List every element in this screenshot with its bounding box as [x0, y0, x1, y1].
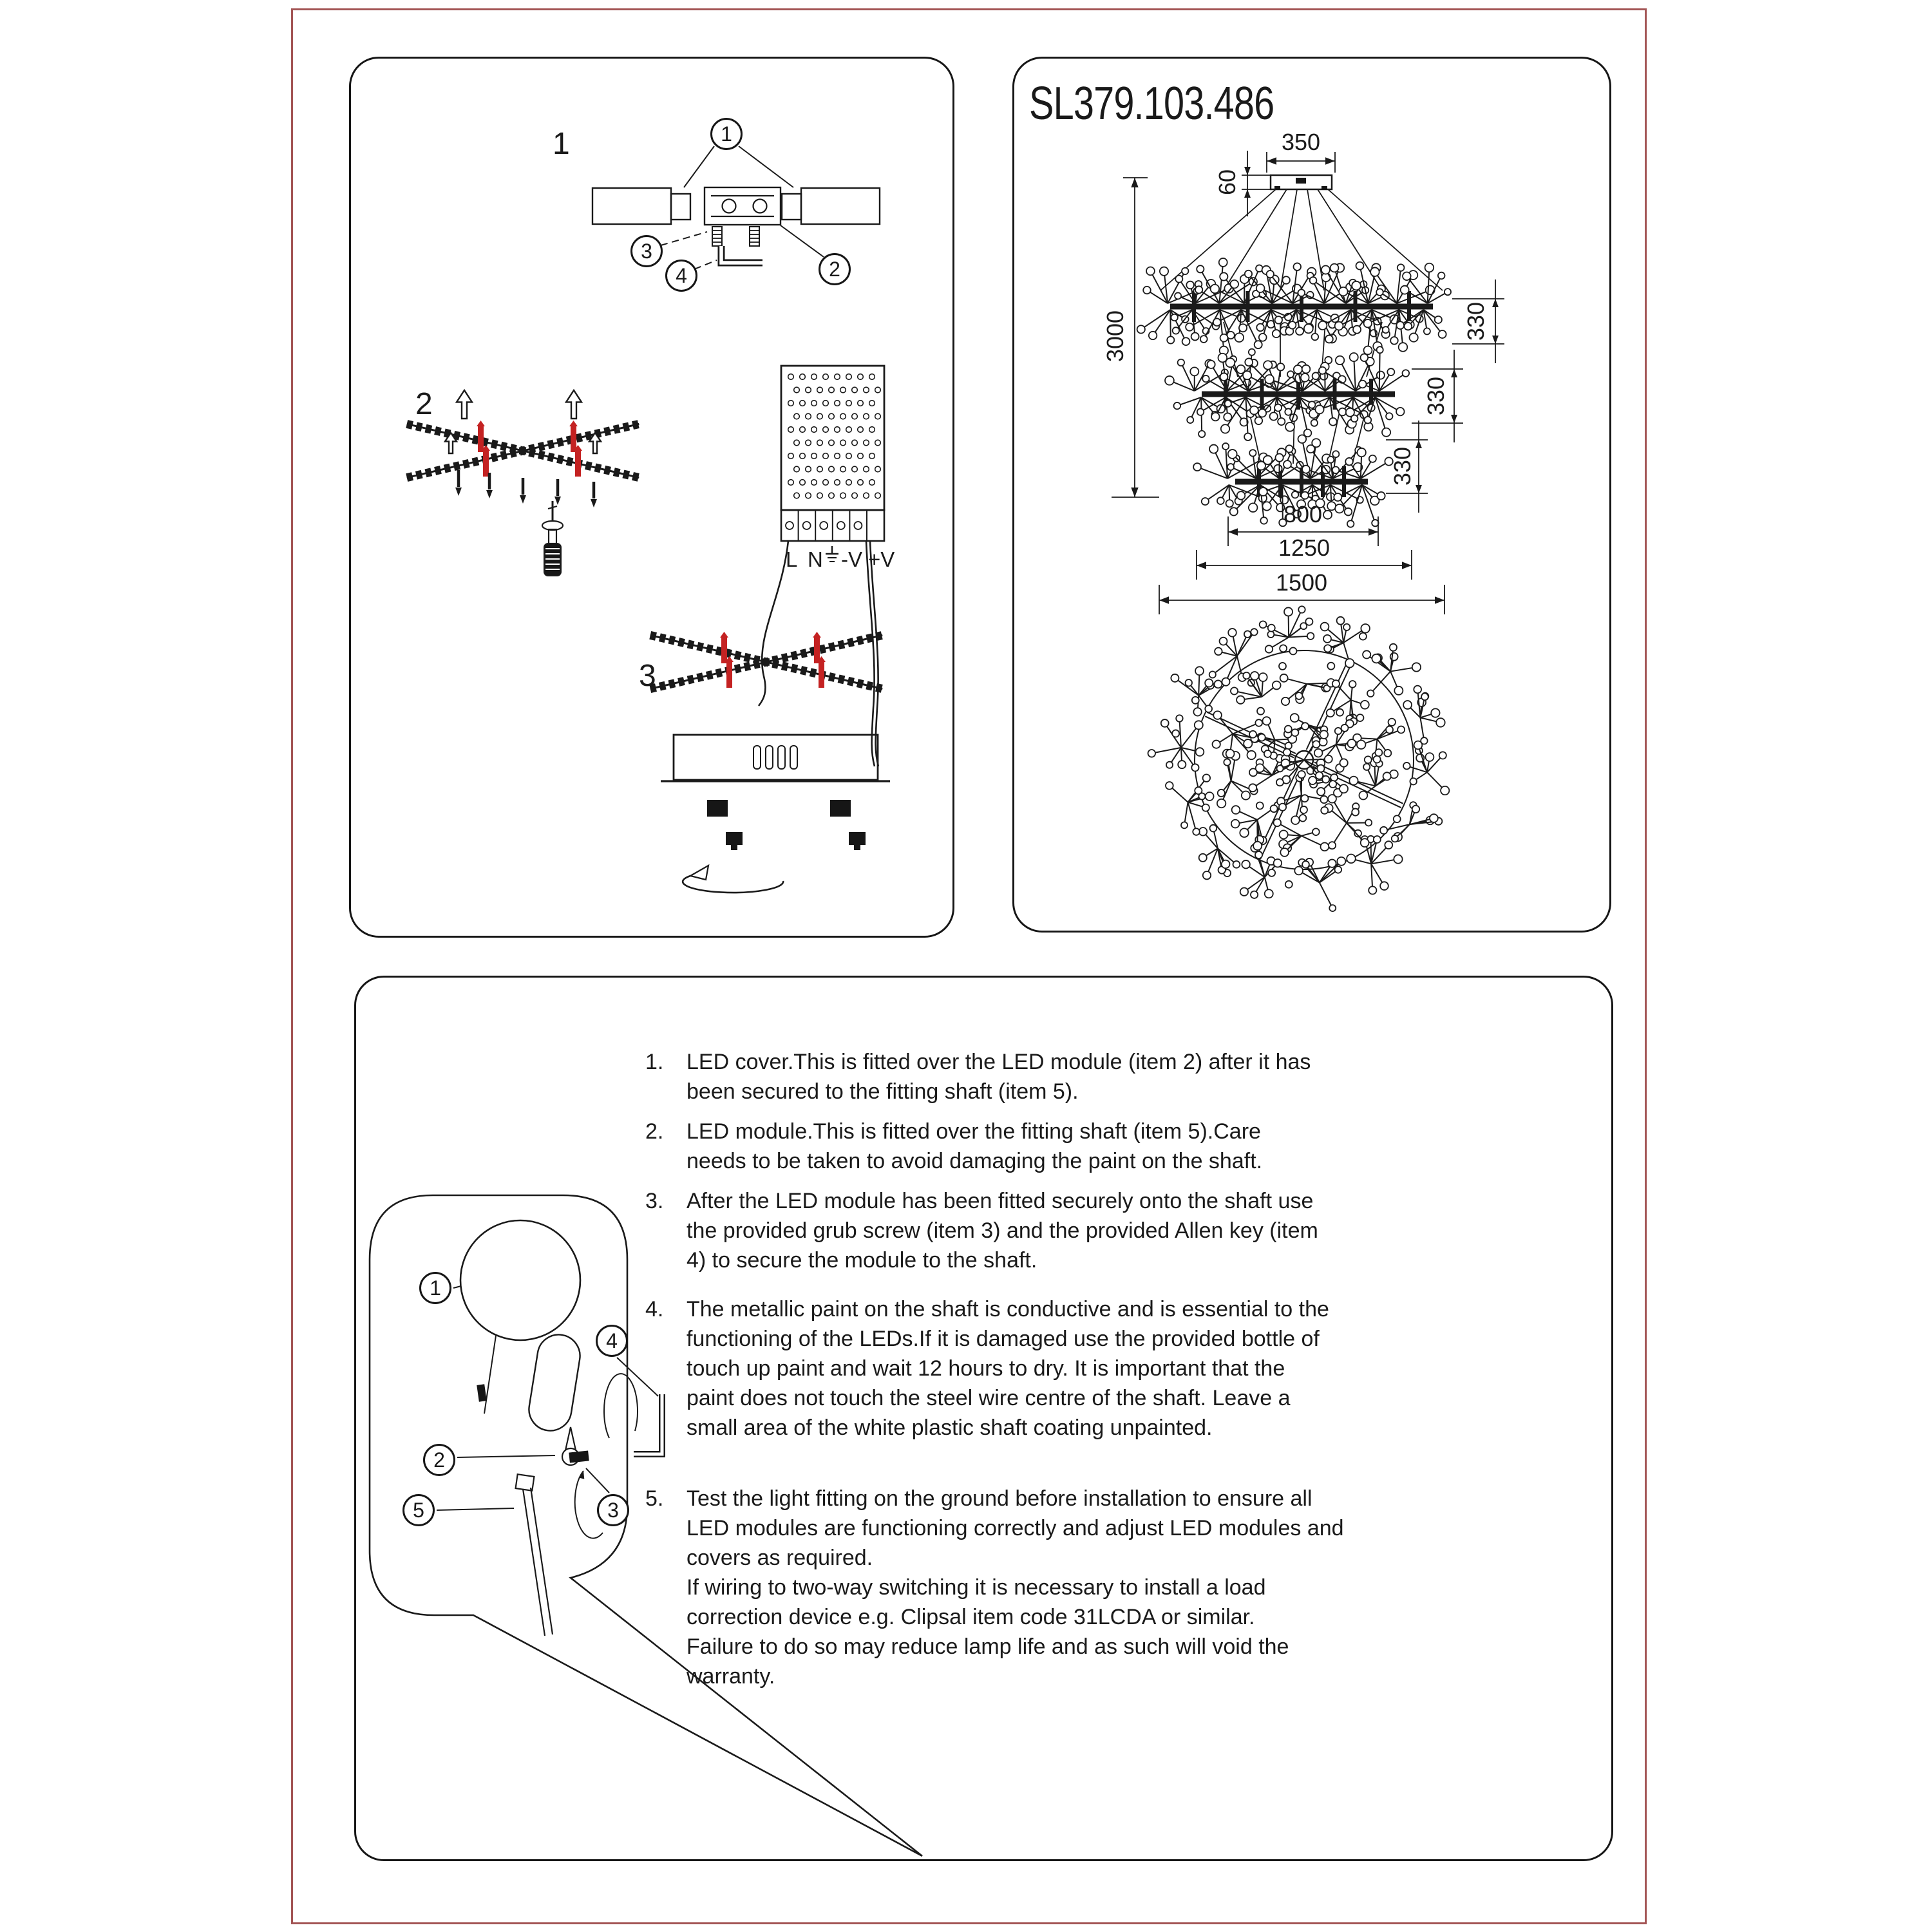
item-1-number: 1. — [645, 1050, 664, 1074]
item-3-text: After the LED module has been fitted securely onto the shaft use the provided grub screw (item 3) and the provided Allen key (item 4) to secure the module to the shaft. — [687, 1189, 1318, 1273]
screwdriver — [542, 501, 563, 576]
item-4-text: The metallic paint on the shaft is conductive and is essential to the functioning of the LEDs.If it is damaged use the provided bottle of touch up paint and wait 12 hours to dry. It is important that the paint does not touch the steel wire centre of the shaft. Leave a small area of the white plastic shaft coating unpainted. — [687, 1297, 1329, 1440]
dim-tier2-height: 330 — [1423, 376, 1449, 416]
instruction-item-3 — [645, 1186, 1495, 1275]
item-5-number: 5. — [645, 1486, 664, 1511]
part-callout-2-icon — [423, 1444, 455, 1476]
dim-tier3-width: 800 — [1283, 501, 1323, 527]
item-3-number: 3. — [645, 1189, 664, 1213]
part-4-number: 4 — [606, 1329, 618, 1352]
callout-2-icon — [819, 253, 851, 285]
item-5-text: Test the light fitting on the ground before installation to ensure all LED modules are functioning correctly and adjust LED modules and covers as required. If wiring to two-way switching it is necessary to install a load correction device e.g. Clipsal item code 31LCDA or similar. Failure to do so may reduce lamp life and as such will void the warranty. — [687, 1486, 1344, 1689]
terminal-l-label: L — [786, 547, 798, 571]
earth-symbol — [826, 546, 838, 562]
callout-2-number: 2 — [829, 257, 840, 281]
part-5-number: 5 — [413, 1498, 424, 1522]
part-2-number: 2 — [433, 1448, 445, 1472]
dim-drop: 3000 — [1102, 310, 1128, 363]
callout-3-number: 3 — [641, 239, 652, 263]
item-2-text: LED module.This is fitted over the fitting shaft (item 5).Care needs to be taken to avoid damaging the paint on the shaft. — [687, 1119, 1263, 1173]
dim-tier1-height: 330 — [1463, 301, 1489, 341]
callout-1-icon — [710, 118, 743, 150]
dim-tier1-width: 1500 — [1275, 569, 1328, 596]
callout-4-icon — [665, 260, 697, 292]
instruction-item-1 — [645, 1047, 1495, 1106]
rotation-arrow — [683, 866, 783, 893]
part-callout-5-icon — [402, 1494, 435, 1526]
tier-row — [1165, 346, 1409, 440]
item-4-number: 4. — [645, 1297, 664, 1321]
step-2-label: 2 — [415, 387, 433, 421]
step-3-label: 3 — [639, 659, 656, 693]
terminal-plus-v-label: +V — [868, 547, 895, 571]
step-1-label: 1 — [553, 127, 570, 161]
terminal-n-label: N — [808, 547, 823, 571]
chandelier-top-view — [1148, 606, 1450, 911]
callout-3-icon — [630, 235, 663, 267]
dim-tier2-width: 1250 — [1278, 535, 1331, 561]
terminal-minus-v-label: -V — [841, 547, 862, 571]
dim-canopy-height: 60 — [1214, 169, 1240, 196]
dim-canopy-width: 350 — [1281, 129, 1321, 155]
dim-tier3-height: 330 — [1389, 446, 1416, 486]
callout-1-number: 1 — [721, 122, 732, 146]
tier-row — [1137, 258, 1451, 355]
item-2-number: 2. — [645, 1119, 664, 1144]
ceiling-canopy — [661, 735, 890, 781]
part-callout-1-icon — [419, 1272, 451, 1304]
part-callout-3-icon — [597, 1494, 629, 1526]
item-1-text: LED cover.This is fitted over the LED module (item 2) after it has been secured to the fitting shaft (item 5). — [687, 1050, 1311, 1104]
cross-step3 — [650, 632, 883, 689]
canopy-keyholes — [707, 800, 866, 850]
instruction-item-5 — [645, 1484, 1495, 1691]
instruction-item-4 — [645, 1294, 1495, 1443]
instruction-list — [645, 1047, 1495, 1701]
callout-4-number: 4 — [676, 263, 687, 287]
cross-step2 — [407, 421, 639, 478]
part-1-number: 1 — [430, 1276, 441, 1300]
instruction-item-2 — [645, 1117, 1495, 1176]
part-3-number: 3 — [607, 1498, 619, 1522]
product-code: SL379.103.486 — [1029, 78, 1274, 129]
part-callout-4-icon — [596, 1325, 628, 1357]
